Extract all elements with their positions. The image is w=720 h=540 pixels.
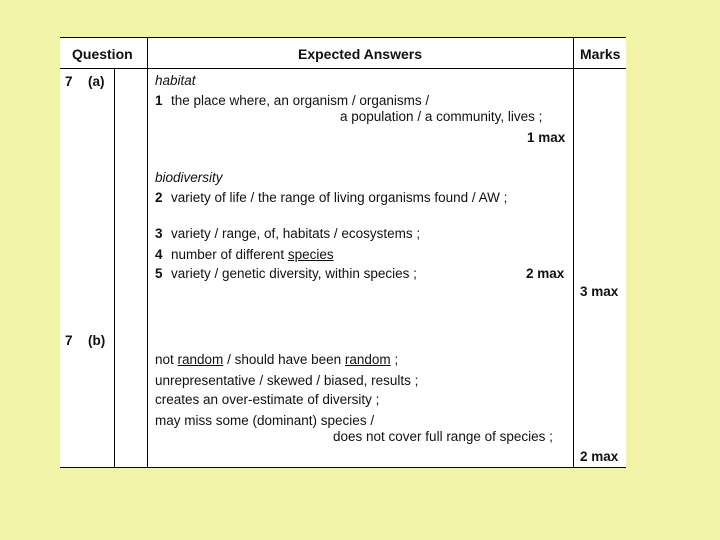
header-bottom-border bbox=[60, 68, 626, 69]
header-top-border bbox=[60, 37, 626, 38]
point-5-number: 5 bbox=[155, 266, 163, 281]
answer-b-random-2: random bbox=[344, 352, 391, 367]
question-header: Question bbox=[72, 46, 133, 62]
marks-header: Marks bbox=[580, 46, 621, 62]
point-1-line-2: a population / a community, lives ; bbox=[340, 109, 543, 124]
answer-b-random-1: random bbox=[177, 352, 224, 367]
habitat-title: habitat bbox=[155, 73, 196, 88]
subquestion-col-divider bbox=[114, 68, 115, 468]
point-3-text: variety / range, of, habitats / ecosystems ; bbox=[171, 226, 421, 241]
answer-b-line-4b: does not cover full range of species ; bbox=[333, 429, 553, 444]
question-number-b: 7 bbox=[65, 333, 73, 348]
answers-header: Expected Answers bbox=[298, 46, 422, 62]
answer-b-line-1 bbox=[155, 352, 398, 368]
answer-b-line-4a: may miss some (dominant) species / bbox=[155, 413, 375, 428]
point-4-number: 4 bbox=[155, 247, 163, 262]
biodiversity-title: biodiversity bbox=[155, 170, 223, 185]
question-col-divider bbox=[147, 37, 148, 468]
question-part-a: (a) bbox=[88, 74, 105, 89]
marks-total-a: 3 max bbox=[580, 284, 619, 299]
point-3-number: 3 bbox=[155, 226, 163, 241]
point-4-pre: number of different bbox=[171, 247, 288, 262]
point-2-number: 2 bbox=[155, 190, 163, 205]
marks-total-b: 2 max bbox=[580, 449, 619, 464]
table-bottom-border bbox=[60, 467, 626, 468]
answer-b-not: not bbox=[155, 352, 178, 367]
point-4-species: species bbox=[287, 247, 334, 262]
answer-b-line-2: unrepresentative / skewed / biased, results ; bbox=[155, 373, 419, 388]
answer-b-line-3: creates an over-estimate of diversity ; bbox=[155, 392, 380, 407]
point-2-text: variety of life / the range of living organisms found / AW ; bbox=[171, 190, 508, 205]
sub-max-1: 1 max bbox=[527, 130, 566, 145]
answer-b-end: ; bbox=[390, 352, 399, 367]
question-part-b: (b) bbox=[88, 333, 106, 348]
marks-col-divider bbox=[573, 37, 574, 468]
mark-scheme-table bbox=[60, 37, 626, 468]
answer-b-mid: / should have been bbox=[223, 352, 345, 367]
point-1-number: 1 bbox=[155, 93, 163, 108]
point-1-line-1: the place where, an organism / organisms / bbox=[171, 93, 430, 108]
point-5-text: variety / genetic diversity, within species ; bbox=[171, 266, 417, 281]
point-4-text bbox=[171, 247, 334, 263]
question-number-a: 7 bbox=[65, 74, 73, 89]
sub-max-2: 2 max bbox=[526, 266, 565, 281]
